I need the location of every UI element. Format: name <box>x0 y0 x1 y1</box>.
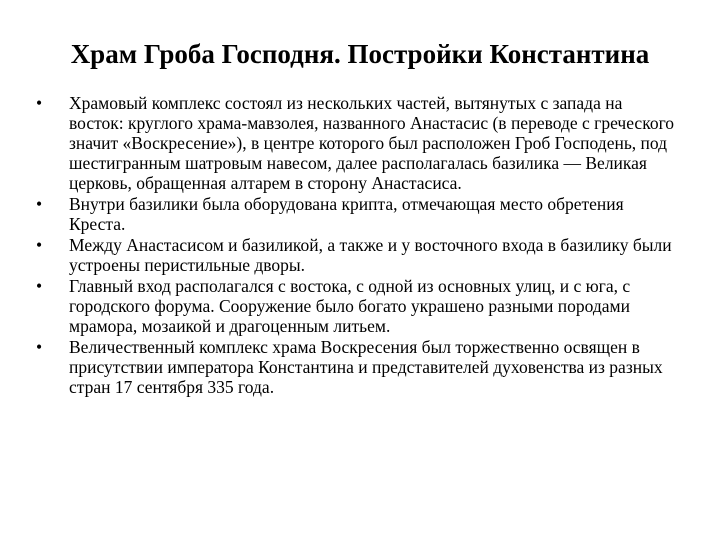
bullet-item-3 <box>36 235 676 275</box>
bullet-icon: • <box>36 93 43 113</box>
bullet-icon: • <box>36 194 43 214</box>
bullet-text: Внутри базилики была оборудована крипта, отмечающая место обретения Креста. <box>69 194 624 234</box>
bullet-text: Величественный комплекс храма Воскресения был торжественно освящен в присутствии императора Константина и представителей духовенства из разных стран 17 сентября 335 года. <box>69 337 663 397</box>
slide-title: Храм Гроба Господня. Постройки Константина <box>70 39 650 69</box>
bullet-icon: • <box>36 337 43 357</box>
bullet-item-2 <box>36 194 676 234</box>
bullet-item-5 <box>36 337 676 397</box>
bullet-list <box>36 93 676 398</box>
bullet-text: Главный вход располагался с востока, с одной из основных улиц, и с юга, с городского форума. Сооружение было богато украшено разными породами мрамора, мозаикой и драгоценным литьем. <box>69 276 631 336</box>
bullet-item-1 <box>36 93 676 193</box>
bullet-icon: • <box>36 276 43 296</box>
bullet-item-4 <box>36 276 676 336</box>
bullet-text: Между Анастасисом и базиликой, а также и у восточного входа в базилику были устроены перистильные дворы. <box>69 235 672 275</box>
bullet-text: Храмовый комплекс состоял из нескольких частей, вытянутых с запада на восток: круглого храма-мавзолея, названного Анастасис (в переводе с греческого значит «Воскресение»), в центре которого был расположен Гроб Господень, под шестигранным шатровым навесом, далее располагалась базилика — Великая церковь, обращенная алтарем в сторону Анастасиса. <box>69 93 675 193</box>
bullet-icon: • <box>36 235 43 255</box>
